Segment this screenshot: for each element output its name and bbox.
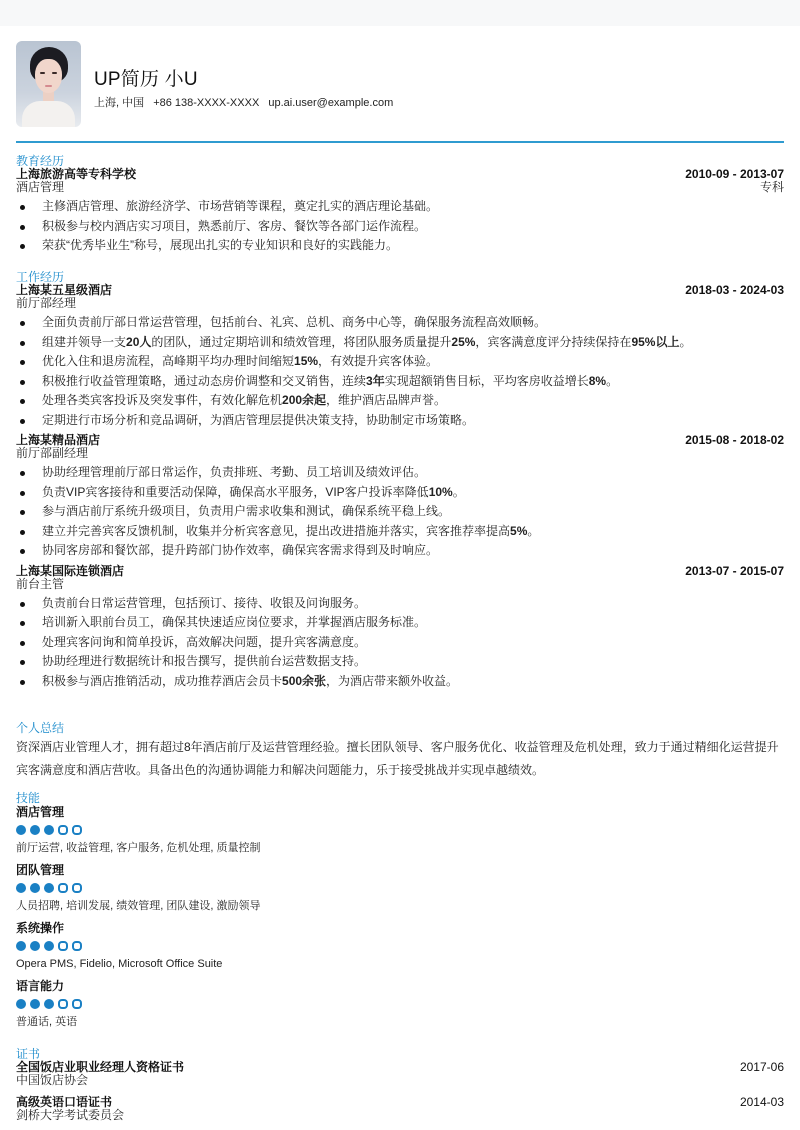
skill-keywords: 普通话, 英语 bbox=[16, 1016, 78, 1028]
certificate-item bbox=[16, 1061, 784, 1087]
empty-dot-icon bbox=[72, 999, 82, 1009]
section-title: 教育经历 bbox=[16, 154, 65, 168]
certificate-item bbox=[16, 1096, 784, 1122]
list-item: 积极推行收益管理策略，通过动态房价调整和交叉销售，连续3年实现超额销售目标，平均客房收益增长8%。 bbox=[16, 372, 784, 392]
phone: +86 138-XXXX-XXXX bbox=[153, 97, 260, 109]
skill-item bbox=[16, 921, 784, 971]
list-item: 协助经理管理前厅部日常运作，负责排班、考勤、员工培训及绩效评估。 bbox=[16, 463, 784, 483]
list-item: 优化入住和退房流程，高峰期平均办理时间缩短15%，有效提升宾客体验。 bbox=[16, 352, 784, 372]
empty-dot-icon bbox=[72, 825, 82, 835]
certificate-name: 高级英语口语证书 bbox=[16, 1095, 113, 1109]
filled-dot-icon bbox=[44, 883, 54, 893]
section-title: 工作经历 bbox=[16, 270, 65, 284]
job-role: 前台主管 bbox=[16, 576, 65, 591]
section-title: 证书 bbox=[16, 1047, 41, 1061]
skill-name: 系统操作 bbox=[16, 921, 65, 935]
work-entry bbox=[16, 565, 784, 692]
list-item: 负责VIP宾客接待和重要活动保障，确保高水平服务，VIP客户投诉率降低10%。 bbox=[16, 483, 784, 503]
filled-dot-icon bbox=[30, 883, 40, 893]
location: 上海, 中国 bbox=[94, 97, 145, 109]
company-name: 上海某国际连锁酒店 bbox=[16, 563, 125, 578]
empty-dot-icon bbox=[58, 999, 68, 1009]
list-item: 处理各类宾客投诉及突发事件，有效化解危机200余起，维护酒店品牌声誉。 bbox=[16, 391, 784, 411]
filled-dot-icon bbox=[30, 999, 40, 1009]
skill-keywords: 前厅运营, 收益管理, 客户服务, 危机处理, 质量控制 bbox=[16, 842, 261, 854]
filled-dot-icon bbox=[44, 825, 54, 835]
section-title: 技能 bbox=[16, 791, 41, 805]
contact-info bbox=[94, 94, 399, 110]
job-role: 前厅部经理 bbox=[16, 296, 77, 310]
section-title: 个人总结 bbox=[16, 721, 65, 735]
list-item: 荣获“优秀毕业生”称号，展现出扎实的专业知识和良好的实践能力。 bbox=[16, 236, 784, 256]
top-bar bbox=[0, 0, 800, 26]
skill-name: 酒店管理 bbox=[16, 805, 65, 819]
skill-level-rating bbox=[16, 941, 784, 951]
filled-dot-icon bbox=[16, 883, 26, 893]
company-name: 上海某五星级酒店 bbox=[16, 283, 113, 297]
email[interactable]: up.ai.user@example.com bbox=[268, 97, 394, 109]
list-item: 建立并完善宾客反馈机制，收集并分析宾客意见，提出改进措施并落实，宾客推荐率提高5%。 bbox=[16, 522, 784, 542]
school-name: 上海旅游高等专科学校 bbox=[16, 167, 137, 181]
list-item: 协同客房部和餐饮部，提升跨部门协作效率，确保宾客需求得到及时响应。 bbox=[16, 541, 784, 561]
work-section bbox=[16, 271, 784, 691]
certificates-section bbox=[16, 1048, 784, 1127]
certificate-issuer: 中国饭店协会 bbox=[16, 1073, 89, 1087]
job-role: 前厅部副经理 bbox=[16, 446, 89, 460]
empty-dot-icon bbox=[58, 825, 68, 835]
profile-photo bbox=[16, 41, 81, 127]
summary-text: 资深酒店业管理人才，拥有超过8年酒店前厅及运营管理经验。擅长团队领导、客户服务优化、收益管理及危机处理，致力于通过精细化运营提升宾客满意度和酒店营收。具备出色的沟通协调能力和解决问题能力，乐于接受挑战并实现卓越绩效。 bbox=[16, 740, 779, 777]
empty-dot-icon bbox=[72, 941, 82, 951]
list-item: 协助经理进行数据统计和报告撰写，提供前台运营数据支持。 bbox=[16, 652, 784, 672]
bullet-list bbox=[16, 594, 784, 692]
skill-item bbox=[16, 863, 784, 913]
certificate-date: 2014-03 bbox=[739, 1095, 784, 1109]
date-range: 2015-08 - 2018-02 bbox=[685, 433, 784, 447]
skill-name: 团队管理 bbox=[16, 863, 65, 877]
bullet-list bbox=[16, 197, 784, 256]
filled-dot-icon bbox=[16, 825, 26, 835]
empty-dot-icon bbox=[58, 883, 68, 893]
certificate-date: 2017-06 bbox=[739, 1060, 784, 1074]
list-item: 参与酒店前厅系统升级项目，负责用户需求收集和测试，确保系统平稳上线。 bbox=[16, 502, 784, 522]
list-item: 积极参与校内酒店实习项目，熟悉前厅、客房、餐饮等各部门运作流程。 bbox=[16, 217, 784, 237]
filled-dot-icon bbox=[16, 941, 26, 951]
list-item: 处理宾客问询和简单投诉，高效解决问题，提升宾客满意度。 bbox=[16, 633, 784, 653]
candidate-name: UP简历 小U bbox=[94, 69, 198, 90]
skill-item bbox=[16, 979, 784, 1029]
date-range: 2010-09 - 2013-07 bbox=[685, 167, 784, 181]
skills-section bbox=[16, 792, 784, 1037]
list-item: 组建并领导一支20人的团队，通过定期培训和绩效管理，将团队服务质量提升25%，宾客满意度评分持续保持在95%以上。 bbox=[16, 333, 784, 353]
skill-level-rating bbox=[16, 999, 784, 1009]
filled-dot-icon bbox=[30, 825, 40, 835]
resume-page bbox=[16, 26, 784, 1122]
filled-dot-icon bbox=[44, 999, 54, 1009]
skill-item bbox=[16, 805, 784, 855]
list-item: 全面负责前厅部日常运营管理，包括前台、礼宾、总机、商务中心等，确保服务流程高效顺畅。 bbox=[16, 313, 784, 333]
certificate-name: 全国饭店业职业经理人资格证书 bbox=[16, 1060, 185, 1074]
work-entry bbox=[16, 284, 784, 430]
filled-dot-icon bbox=[16, 999, 26, 1009]
empty-dot-icon bbox=[72, 883, 82, 893]
skill-level-rating bbox=[16, 883, 784, 893]
list-item: 积极参与酒店推销活动，成功推荐酒店会员卡500余张，为酒店带来额外收益。 bbox=[16, 672, 784, 692]
header-divider bbox=[16, 141, 784, 143]
certificate-issuer: 剑桥大学考试委员会 bbox=[16, 1108, 125, 1122]
summary-section bbox=[16, 722, 784, 782]
list-item: 培训新入职前台员工，确保其快速适应岗位要求，并掌握酒店服务标准。 bbox=[16, 613, 784, 633]
skill-level-rating bbox=[16, 825, 784, 835]
list-item: 负责前台日常运营管理，包括预订、接待、收银及问询服务。 bbox=[16, 594, 784, 614]
degree: 专科 bbox=[759, 180, 784, 194]
bullet-list bbox=[16, 313, 784, 430]
list-item: 定期进行市场分析和竞品调研，为酒店管理层提供决策支持，协助制定市场策略。 bbox=[16, 411, 784, 431]
education-section bbox=[16, 155, 784, 256]
company-name: 上海某精品酒店 bbox=[16, 433, 101, 447]
work-entry bbox=[16, 434, 784, 561]
list-item: 主修酒店管理、旅游经济学、市场营销等课程，奠定扎实的酒店理论基础。 bbox=[16, 197, 784, 217]
filled-dot-icon bbox=[44, 941, 54, 951]
major: 酒店管理 bbox=[16, 180, 65, 194]
skill-keywords: 人员招聘, 培训发展, 绩效管理, 团队建设, 激励领导 bbox=[16, 900, 261, 912]
skill-keywords: Opera PMS, Fidelio, Microsoft Office Suite bbox=[16, 958, 223, 970]
date-range: 2018-03 - 2024-03 bbox=[685, 283, 784, 297]
bullet-list bbox=[16, 463, 784, 561]
filled-dot-icon bbox=[30, 941, 40, 951]
skill-name: 语言能力 bbox=[16, 979, 65, 993]
empty-dot-icon bbox=[58, 941, 68, 951]
resume-header bbox=[16, 26, 784, 142]
date-range: 2013-07 - 2015-07 bbox=[685, 563, 784, 578]
